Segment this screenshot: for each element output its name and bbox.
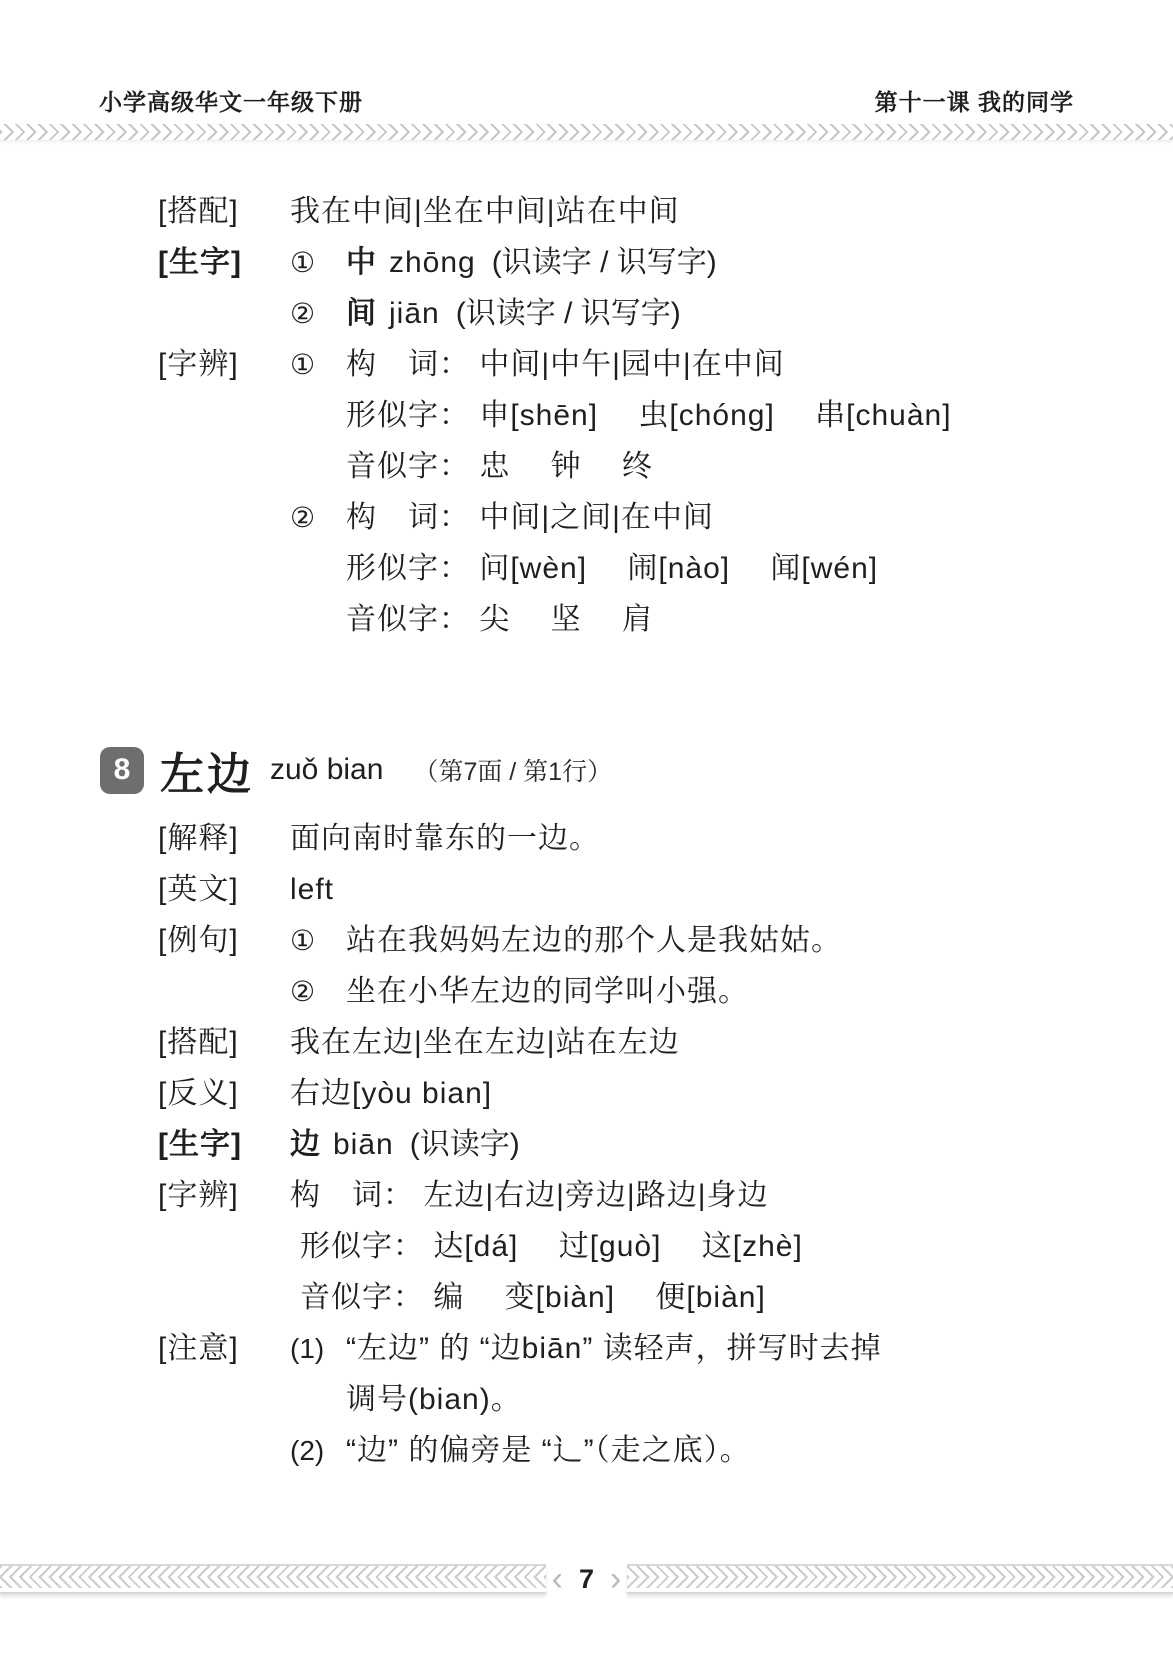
row-label: [反义] bbox=[158, 1077, 239, 1110]
row-label: [例句] bbox=[158, 924, 239, 957]
row-text: 调号(bian)。 bbox=[346, 1383, 522, 1416]
row-label: [搭配] bbox=[158, 1026, 239, 1059]
entry-middle-continuation bbox=[158, 186, 1123, 645]
row-item-number: (2) bbox=[290, 1435, 325, 1466]
row-text bbox=[346, 288, 681, 339]
row-label: [字辨] bbox=[158, 348, 239, 381]
entry-row bbox=[158, 1425, 1123, 1476]
pinyin: zhōng bbox=[389, 246, 476, 279]
entry-row bbox=[158, 1323, 1123, 1374]
character-note: (识读字 / 识写字) bbox=[455, 297, 681, 330]
entry-row bbox=[158, 1374, 1123, 1425]
entry-row bbox=[158, 390, 1123, 441]
entry-row bbox=[158, 441, 1123, 492]
character-note: (识读字) bbox=[409, 1128, 520, 1161]
pinyin: biān bbox=[333, 1128, 394, 1161]
row-label: [生字] bbox=[158, 246, 242, 279]
row-text: 构 词： 中间|中午|园中|在中间 bbox=[346, 348, 785, 381]
row-text: 形似字： 申[shēn] 虫[chóng] 串[chuàn] bbox=[346, 399, 952, 432]
header-chevron-divider bbox=[0, 124, 1173, 140]
book-title: 小学高级华文一年级下册 bbox=[99, 89, 363, 115]
row-text: 音似字： 尖 坚 肩 bbox=[346, 603, 654, 636]
row-item-number: ② bbox=[290, 502, 316, 533]
entry-row bbox=[158, 1017, 1123, 1068]
entry-row bbox=[158, 915, 1123, 966]
row-label: [英文] bbox=[158, 873, 239, 906]
row-text: 音似字： 编 变[biàn] 便[biàn] bbox=[300, 1281, 766, 1314]
entry-8 bbox=[113, 741, 1123, 1476]
row-item-number: ② bbox=[290, 298, 316, 329]
entry-row bbox=[158, 492, 1123, 543]
pinyin: jiān bbox=[389, 297, 440, 330]
row-item-number: ① bbox=[290, 925, 316, 956]
footer-chevron-band-right bbox=[627, 1564, 1173, 1594]
row-label: [字辨] bbox=[158, 1179, 239, 1212]
entry-row bbox=[158, 1068, 1123, 1119]
new-character: 边 bbox=[290, 1128, 321, 1161]
row-text: 坐在小华左边的同学叫小强。 bbox=[346, 975, 749, 1008]
entry-row bbox=[158, 966, 1123, 1017]
entry-headword: 左边 bbox=[160, 750, 254, 799]
page-number: 7 bbox=[578, 1563, 595, 1594]
new-character: 间 bbox=[346, 297, 377, 330]
entry-row bbox=[158, 1272, 1123, 1323]
row-text: 面向南时靠东的一边。 bbox=[290, 822, 600, 855]
entry-row bbox=[158, 864, 1123, 915]
row-text: “左边” 的 “边biān” 读轻声，拼写时去掉 bbox=[346, 1332, 882, 1365]
entry-row bbox=[158, 813, 1123, 864]
row-text: 形似字： 达[dá] 过[guò] 这[zhè] bbox=[300, 1230, 803, 1263]
row-text: 我在中间|坐在中间|站在中间 bbox=[290, 195, 680, 228]
lesson-title: 第十一课 我的同学 bbox=[874, 89, 1074, 115]
row-text: “边” 的偏旁是 “辶”（走之底）。 bbox=[346, 1434, 751, 1467]
entry-row bbox=[158, 594, 1123, 645]
page-content bbox=[113, 186, 1123, 1476]
entry-pinyin: zuǒ bian bbox=[270, 753, 384, 786]
entry-row bbox=[158, 543, 1123, 594]
character-note: (识读字 / 识写字) bbox=[491, 246, 717, 279]
row-item-number: ① bbox=[290, 349, 316, 380]
footer-left-angle-icon: ‹ bbox=[551, 1560, 563, 1598]
entry-row bbox=[158, 237, 1123, 288]
row-label: [注意] bbox=[158, 1332, 239, 1365]
entry-number-badge: 8 bbox=[100, 747, 144, 794]
footer-chevron-band-left bbox=[0, 1564, 546, 1594]
new-character: 中 bbox=[346, 246, 377, 279]
running-head bbox=[99, 84, 1074, 117]
entry-source-reference: （第7面 / 第1行） bbox=[413, 758, 613, 786]
row-text bbox=[346, 237, 717, 288]
row-text: 站在我妈妈左边的那个人是我姑姑。 bbox=[346, 924, 842, 957]
row-text: 构 词： 左边|右边|旁边|路边|身边 bbox=[290, 1179, 769, 1212]
row-text: 我在左边|坐在左边|站在左边 bbox=[290, 1026, 680, 1059]
entry-row bbox=[158, 288, 1123, 339]
row-text: 音似字： 忠 钟 终 bbox=[346, 450, 654, 483]
row-item-number: (1) bbox=[290, 1333, 325, 1364]
row-text: 构 词： 中间|之间|在中间 bbox=[346, 501, 714, 534]
entry-row bbox=[158, 1119, 1123, 1170]
row-label: [解释] bbox=[158, 822, 239, 855]
entry-row bbox=[158, 1170, 1123, 1221]
row-text: left bbox=[290, 873, 335, 906]
entry-heading bbox=[100, 741, 1123, 799]
row-item-number: ② bbox=[290, 976, 316, 1007]
row-text: 形似字： 问[wèn] 闹[nào] 闻[wén] bbox=[346, 552, 879, 585]
row-label: [生字] bbox=[158, 1128, 242, 1161]
entry-row bbox=[158, 1221, 1123, 1272]
footer-right-angle-icon: › bbox=[610, 1560, 622, 1598]
row-item-number: ① bbox=[290, 247, 316, 278]
entry-row bbox=[158, 186, 1123, 237]
row-label: [搭配] bbox=[158, 195, 239, 228]
row-text: 右边[yòu bian] bbox=[290, 1077, 493, 1110]
row-text bbox=[290, 1119, 520, 1170]
page-footer bbox=[0, 1562, 1173, 1596]
entry-row bbox=[158, 339, 1123, 390]
